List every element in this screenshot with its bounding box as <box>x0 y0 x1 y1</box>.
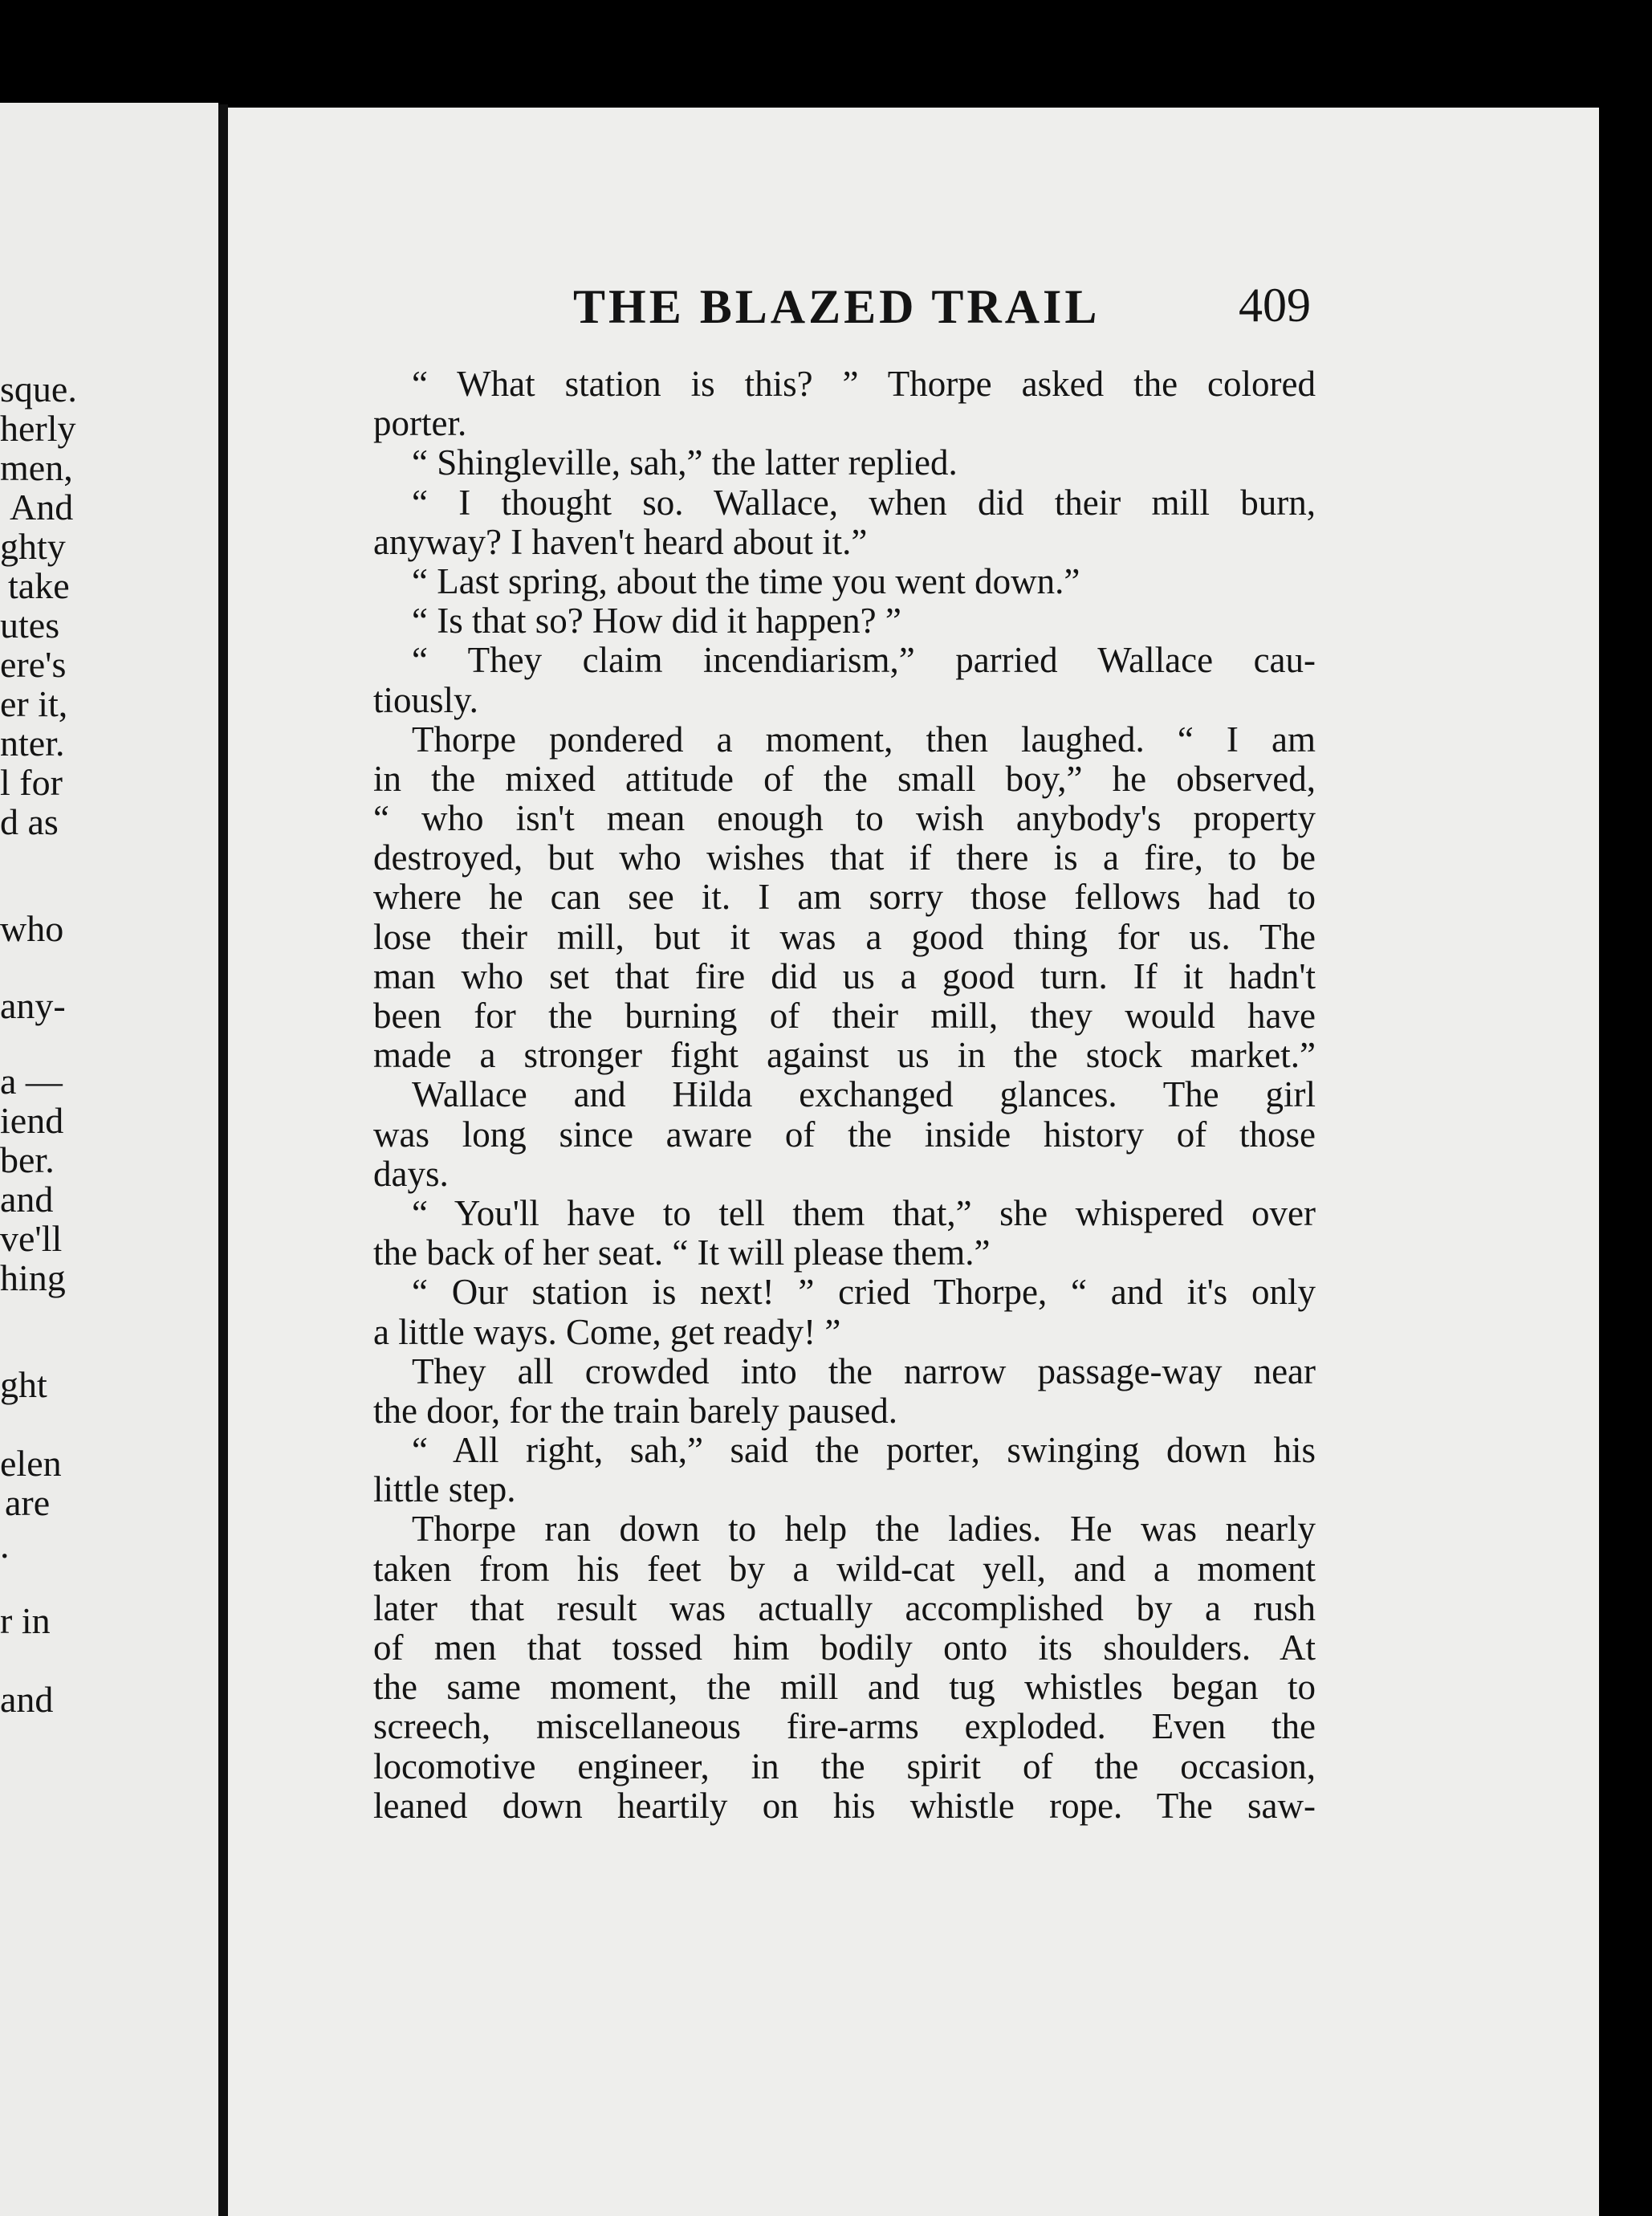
facing-page-fragment: are <box>5 1482 51 1523</box>
text-line: leaned down heartily on his whistle rope. The saw- <box>373 1785 1316 1826</box>
book-page <box>228 108 1599 2216</box>
text-line: “ who isn't mean enough to wish anybody's property <box>373 798 1316 839</box>
facing-page-fragment: . <box>0 1525 10 1566</box>
text-line: been for the burning of their mill, they would have <box>373 996 1316 1036</box>
facing-page-fragment: a — <box>0 1061 63 1102</box>
text-line: of men that tossed him bodily onto its shoulders. At <box>373 1627 1316 1668</box>
facing-page-fragment: ght <box>0 1364 47 1405</box>
facing-page-fragment: herly <box>0 408 76 449</box>
text-line: porter. <box>373 403 467 444</box>
facing-page-fragment: who <box>0 908 64 949</box>
scan-border <box>1599 0 1652 2216</box>
text-line: “ You'll have to tell them that,” she whispered over <box>412 1192 1316 1233</box>
facing-page-fragment: men, <box>0 447 73 488</box>
facing-page-fragment: ere's <box>0 644 67 685</box>
facing-page-fragment: er it, <box>0 683 68 724</box>
text-line: destroyed, but who wishes that if there is a fire, to be <box>373 837 1316 878</box>
text-line: anyway? I haven't heard about it.” <box>373 521 868 562</box>
text-line: a little ways. Come, get ready! ” <box>373 1311 841 1352</box>
text-line: the same moment, the mill and tug whistles began to <box>373 1667 1316 1708</box>
facing-page-fragment: elen <box>0 1443 62 1484</box>
page-number: 409 <box>1239 279 1311 332</box>
running-head: THE BLAZED TRAIL <box>573 280 1101 333</box>
text-line: “ I thought so. Wallace, when did their mill burn, <box>412 482 1316 523</box>
text-line: was long since aware of the inside history of those <box>373 1114 1316 1155</box>
facing-page-fragment: ghty <box>0 526 66 567</box>
facing-page-fragment: sque. <box>0 369 77 409</box>
text-line: “ What station is this? ” Thorpe asked the colored <box>412 364 1316 404</box>
text-line: “ Shingleville, sah,” the latter replied. <box>412 442 958 483</box>
facing-page-fragment: and <box>0 1679 54 1720</box>
book-gutter <box>218 104 228 2216</box>
text-line: lose their mill, but it was a good thing for us. The <box>373 916 1316 957</box>
text-line: tiously. <box>373 679 478 720</box>
text-line: “ Our station is next! ” cried Thorpe, “ and it's only <box>412 1272 1316 1313</box>
text-line: the door, for the train barely paused. <box>373 1390 897 1431</box>
text-line: made a stronger fight against us in the stock market.” <box>373 1035 1316 1076</box>
text-line: Thorpe ran down to help the ladies. He was nearly <box>412 1509 1316 1550</box>
text-line: “ Is that so? How did it happen? ” <box>412 601 901 642</box>
text-line: Wallace and Hilda exchanged glances. The girl <box>412 1074 1316 1115</box>
facing-page <box>0 103 218 2216</box>
text-line: where he can see it. I am sorry those fellows had to <box>373 877 1316 918</box>
text-line: Thorpe pondered a moment, then laughed. “ I am <box>412 719 1316 760</box>
text-line: screech, miscellaneous fire-arms exploded. Even the <box>373 1706 1316 1747</box>
text-line: taken from his feet by a wild-cat yell, and a moment <box>373 1548 1316 1589</box>
text-line: later that result was actually accomplished by a rush <box>373 1587 1316 1628</box>
text-line: man who set that fire did us a good turn. If it hadn't <box>373 955 1316 996</box>
facing-page-fragment: any- <box>0 985 66 1026</box>
facing-page-fragment: take <box>8 565 70 606</box>
facing-page-fragment: nter. <box>0 723 65 764</box>
facing-page-fragment: hing <box>0 1257 66 1298</box>
facing-page-fragment: r in <box>0 1600 51 1641</box>
text-line: They all crowded into the narrow passage-way near <box>412 1350 1316 1391</box>
facing-page-fragment: d as <box>0 801 59 842</box>
text-line: little step. <box>373 1469 516 1510</box>
facing-page-fragment: ve'll <box>0 1218 63 1259</box>
page-body <box>373 365 1316 1826</box>
text-line: “ Last spring, about the time you went down.” <box>412 560 1080 601</box>
text-line: locomotive engineer, in the spirit of the occasion, <box>373 1746 1316 1786</box>
text-line: “ They claim incendiarism,” parried Wallace cau- <box>412 640 1316 681</box>
facing-page-fragment: And <box>10 487 74 528</box>
facing-page-fragment: iend <box>0 1100 64 1141</box>
text-line: in the mixed attitude of the small boy,” he observed, <box>373 758 1316 799</box>
text-line: “ All right, sah,” said the porter, swinging down his <box>412 1430 1316 1471</box>
facing-page-fragment: ber. <box>0 1139 55 1180</box>
facing-page-fragment: and <box>0 1179 54 1220</box>
text-line: days. <box>373 1153 449 1194</box>
facing-page-fragment: utes <box>0 605 60 646</box>
facing-page-fragment: l for <box>0 762 63 803</box>
text-line: the back of her seat. “ It will please them.” <box>373 1232 991 1273</box>
